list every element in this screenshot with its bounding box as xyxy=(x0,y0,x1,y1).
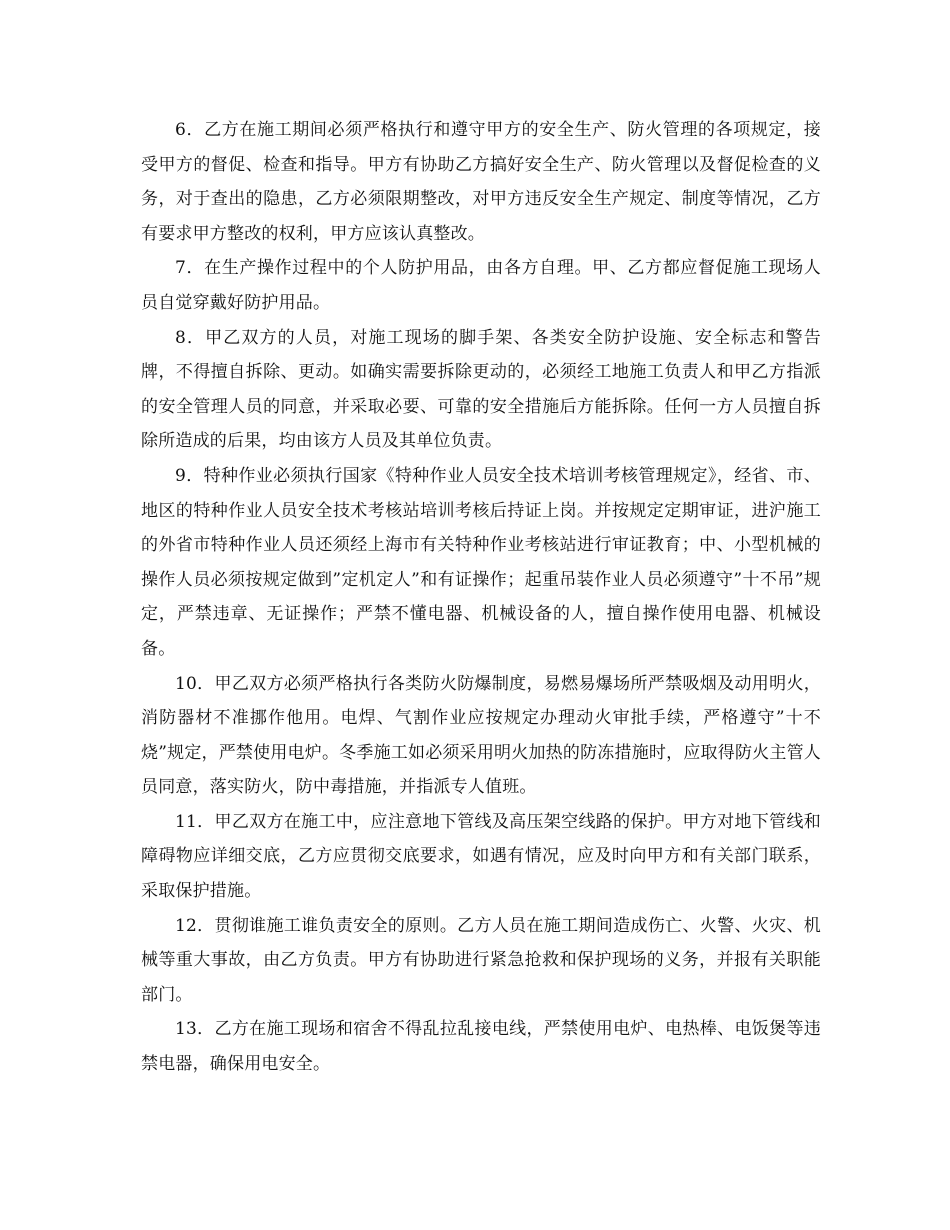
clause-13: 13．乙方在施工现场和宿舍不得乱拉乱接电线，严禁使用电炉、电热棒、电饭煲等违禁电器，确保用电安全。 xyxy=(141,1019,821,1075)
clause-12: 12．贯彻谁施工谁负责安全的原则。乙方人员在施工期间造成伤亡、火警、火灾、机械等重大事故，由乙方负责。甲方有协助进行紧急抢救和保护现场的义务，并报有关职能部门。 xyxy=(141,915,821,1005)
document-body xyxy=(141,113,821,1082)
clause-11: 11．甲乙双方在施工中，应注意地下管线及高压架空线路的保护。甲方对地下管线和障碍物应详细交底，乙方应贯彻交底要求，如遇有情况，应及时向甲方和有关部门联系，采取保护措施。 xyxy=(141,811,821,902)
clause-9: 9．特种作业必须执行国家《特种作业人员安全技术培训考核管理规定》，经省、市、地区的特种作业人员安全技术考核站培训考核后持证上岗。并按规定定期审证，进沪施工的外省市特种作业人员还须经上海市有关特种作业考核站进行审证教育；中、小型机械的操作人员必须按规定做到”定机定人”和有证操作；起重吊装作业人员必须遵守”十不吊”规定，严禁违章、无证操作；严禁不懂电器、机械设备的人，擅自操作使用电器、机械设备。 xyxy=(141,465,821,659)
clause-8: 8．甲乙双方的人员，对施工现场的脚手架、各类安全防护设施、安全标志和警告牌，不得擅自拆除、更动。如确实需要拆除更动的，必须经工地施工负责人和甲乙方指派的安全管理人员的同意，并采取必要、可靠的安全措施后方能拆除。任何一方人员擅自拆除所造成的后果，均由该方人员及其单位负责。 xyxy=(141,327,821,452)
clause-6: 6．乙方在施工期间必须严格执行和遵守甲方的安全生产、防火管理的各项规定，接受甲方的督促、检查和指导。甲方有协助乙方搞好安全生产、防火管理以及督促检查的义务，对于查出的隐患，乙方必须限期整改，对甲方违反安全生产规定、制度等情况，乙方有要求甲方整改的权利，甲方应该认真整改。 xyxy=(141,120,821,244)
clause-10: 10．甲乙双方必须严格执行各类防火防爆制度，易燃易爆场所严禁吸烟及动用明火，消防器材不准挪作他用。电焊、气割作业应按规定办理动火审批手续，严格遵守”十不烧”规定，严禁使用电炉。冬季施工如必须采用明火加热的防冻措施时，应取得防火主管人员同意，落实防火，防中毒措施，并指派专人值班。 xyxy=(141,673,821,798)
clause-7: 7．在生产操作过程中的个人防护用品，由各方自理。甲、乙方都应督促施工现场人员自觉穿戴好防护用品。 xyxy=(141,258,821,313)
